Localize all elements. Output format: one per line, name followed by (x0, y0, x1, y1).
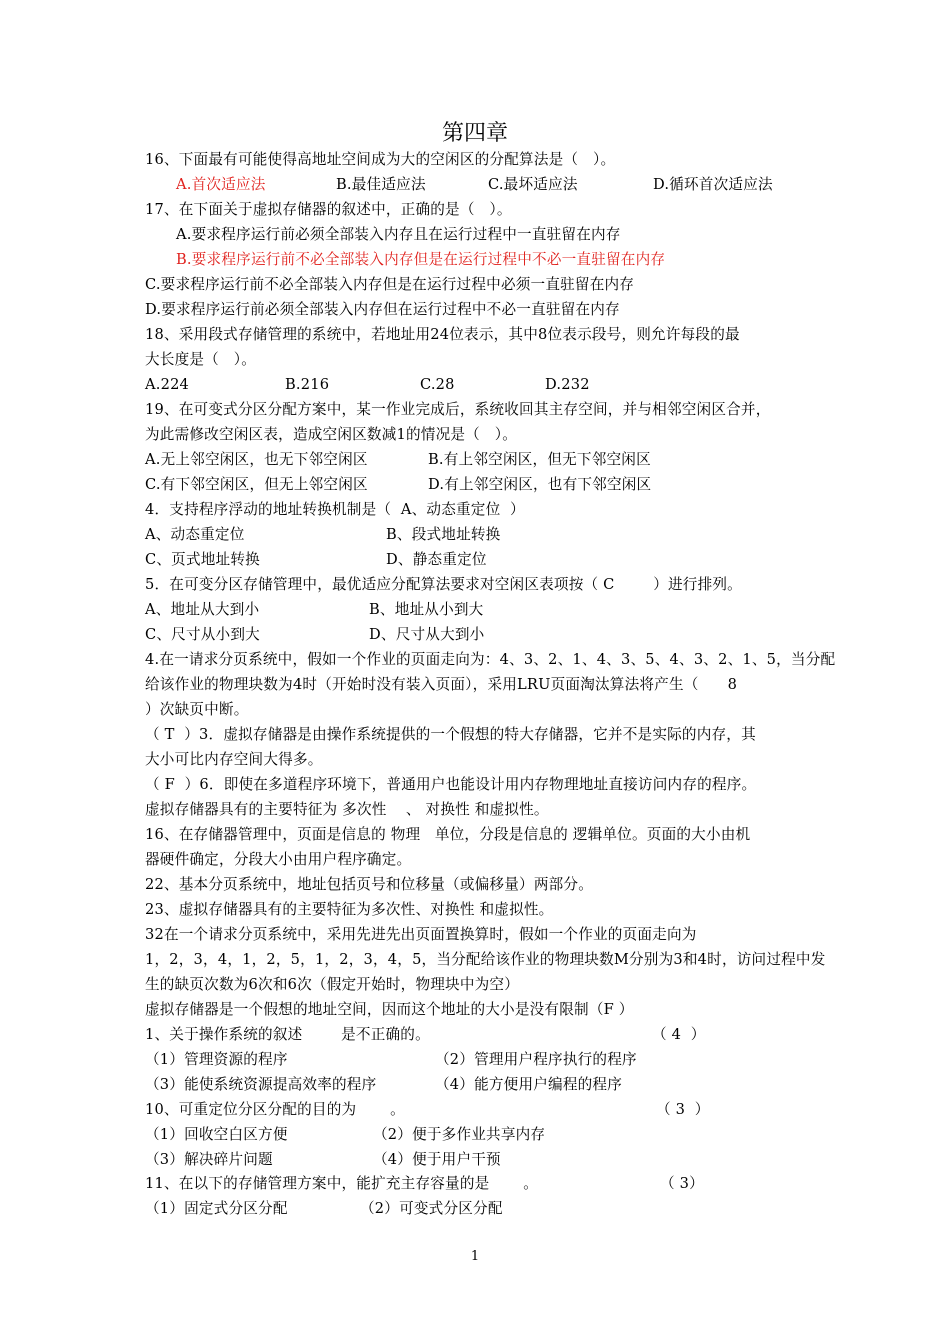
fill-16-line-1: 16、在存储器管理中，页面是信息的 物理 单位，分段是信息的 逻辑单位。页面的大小由机 (145, 826, 751, 843)
question-11-answer: （ 3） (660, 1175, 704, 1192)
question-10-option-1: （1）回收空白区方便 (145, 1126, 288, 1143)
question-16-stem: 16、下面最有可能使得高地址空间成为大的空闲区的分配算法是（ ）。 (145, 151, 616, 168)
fifo-question-line-3: 生的缺页次数为6次和6次（假定开始时，物理块中为空） (145, 976, 520, 993)
fill-16-line-2: 器硬件确定，分段大小由用户程序确定。 (145, 851, 412, 868)
true-false-3-line-1: （ T ）3．虚拟存储器是由操作系统提供的一个假想的特大存储器，它并不是实际的内存，其 (145, 726, 756, 743)
question-1-option-4: （4）能方便用户编程的程序 (435, 1076, 623, 1093)
question-4-stem: 4．支持程序浮动的地址转换机制是（ A、动态重定位 ） (145, 501, 525, 518)
virtual-address-statement: 虚拟存储器是一个假想的地址空间，因而这个地址的大小是没有限制（F ） (145, 1001, 634, 1018)
page-number: 1 (470, 1249, 480, 1264)
question-10-option-4: （4）便于用户干预 (373, 1151, 501, 1168)
question-10-stem: 10、可重定位分区分配的目的为 。 (145, 1101, 405, 1118)
question-19-option-b: B.有上邻空闲区，但无下邻空闲区 (428, 451, 651, 468)
true-false-3-line-2: 大小可比内存空间大得多。 (145, 751, 323, 768)
question-10-answer: （ 3 ） (656, 1101, 710, 1118)
question-17-option-d: D.要求程序运行前必须全部装入内存但在运行过程中不必一直驻留在内存 (145, 301, 620, 318)
question-18-option-a: A.224 (145, 376, 190, 393)
question-16-option-d: D.循环首次适应法 (653, 176, 773, 193)
question-18-stem-cont: 大长度是（ ）。 (145, 351, 257, 368)
question-1-answer: （ 4 ） (652, 1026, 706, 1043)
question-19-option-d: D.有上邻空闲区，也有下邻空闲区 (428, 476, 652, 493)
question-1-option-3: （3）能使系统资源提高效率的程序 (145, 1076, 377, 1093)
question-4-option-d: D、静态重定位 (386, 551, 487, 568)
lru-question-line-2: 给该作业的物理块数为4时（开始时没有装入页面），采用LRU页面淘汰算法将产生（ 8 (145, 676, 738, 693)
fill-23: 23、虚拟存储器具有的主要特征为多次性、对换性 和虚拟性。 (145, 901, 554, 918)
question-18-option-c: C.28 (420, 376, 455, 393)
question-17-option-c: C.要求程序运行前不必全部装入内存但是在运行过程中必须一直驻留在内存 (145, 276, 635, 293)
question-11-option-1: （1）固定式分区分配 (145, 1200, 288, 1217)
question-19-stem-cont: 为此需修改空闲区表，造成空闲区数减1的情况是（ ）。 (145, 426, 518, 443)
question-4-option-a: A、动态重定位 (145, 526, 245, 543)
question-1-option-1: （1）管理资源的程序 (145, 1051, 288, 1068)
question-5-stem: 5．在可变分区存储管理中，最优适应分配算法要求对空闲区表项按（ C ）进行排列。 (145, 576, 742, 593)
chapter-title: 第四章 (441, 121, 508, 146)
question-11-option-2: （2）可变式分区分配 (360, 1200, 503, 1217)
question-4-option-b: B、段式地址转换 (386, 526, 501, 543)
virtual-memory-features: 虚拟存储器具有的主要特征为 多次性 、 对换性 和虚拟性。 (145, 801, 549, 818)
question-10-option-2: （2）便于多作业共享内存 (373, 1126, 546, 1143)
question-10-option-3: （3）解决碎片问题 (145, 1151, 273, 1168)
question-1-option-2: （2）管理用户程序执行的程序 (435, 1051, 637, 1068)
question-5-option-a: A、地址从大到小 (145, 601, 260, 618)
question-17-stem: 17、在下面关于虚拟存储器的叙述中，正确的是（ ）。 (145, 201, 512, 218)
fifo-question-line-2: 1，2，3，4，1，2，5，1，2，3，4，5，当分配给该作业的物理块数M分别为3和4时，访问过程中发 (145, 951, 826, 968)
question-5-option-c: C、尺寸从小到大 (145, 626, 260, 643)
question-17-option-a: A.要求程序运行前必须全部装入内存且在运行过程中一直驻留在内存 (176, 226, 621, 243)
question-18-stem: 18、采用段式存储管理的系统中，若地址用24位表示，其中8位表示段号，则允许每段的最 (145, 326, 740, 343)
question-5-option-d: D、尺寸从大到小 (369, 626, 485, 643)
question-1-stem: 1、关于操作系统的叙述 是不正确的。 (145, 1026, 430, 1043)
question-16-option-c: C.最坏适应法 (488, 176, 578, 193)
question-5-option-b: B、地址从小到大 (369, 601, 484, 618)
fifo-question-line-1: 32在一个请求分页系统中，采用先进先出页面置换算时，假如一个作业的页面走向为 (145, 926, 697, 943)
lru-question-line-1: 4.在一请求分页系统中，假如一个作业的页面走向为：4、3、2、1、4、3、5、4、3、2、1、5，当分配 (145, 651, 836, 668)
question-18-option-d: D.232 (545, 376, 590, 393)
question-4-option-c: C、页式地址转换 (145, 551, 260, 568)
question-19-option-c: C.有下邻空闲区，但无上邻空闲区 (145, 476, 368, 493)
question-11-stem: 11、在以下的存储管理方案中，能扩充主存容量的是 。 (145, 1175, 539, 1192)
question-16-option-a: A.首次适应法 (176, 176, 266, 193)
question-19-stem: 19、在可变式分区分配方案中，某一作业完成后，系统收回其主存空间，并与相邻空闲区合并， (145, 401, 771, 418)
lru-question-line-3: ）次缺页中断。 (145, 701, 249, 718)
question-19-option-a: A.无上邻空闲区，也无下邻空闲区 (145, 451, 368, 468)
question-18-option-b: B.216 (285, 376, 330, 393)
question-16-option-b: B.最佳适应法 (336, 176, 426, 193)
fill-22: 22、基本分页系统中，地址包括页号和位移量（或偏移量）两部分。 (145, 876, 593, 893)
question-17-option-b: B.要求程序运行前不必全部装入内存但是在运行过程中不必一直驻留在内存 (176, 251, 666, 268)
true-false-6: （ F ）6．即使在多道程序环境下，普通用户也能设计用内存物理地址直接访问内存的程序。 (145, 776, 757, 793)
